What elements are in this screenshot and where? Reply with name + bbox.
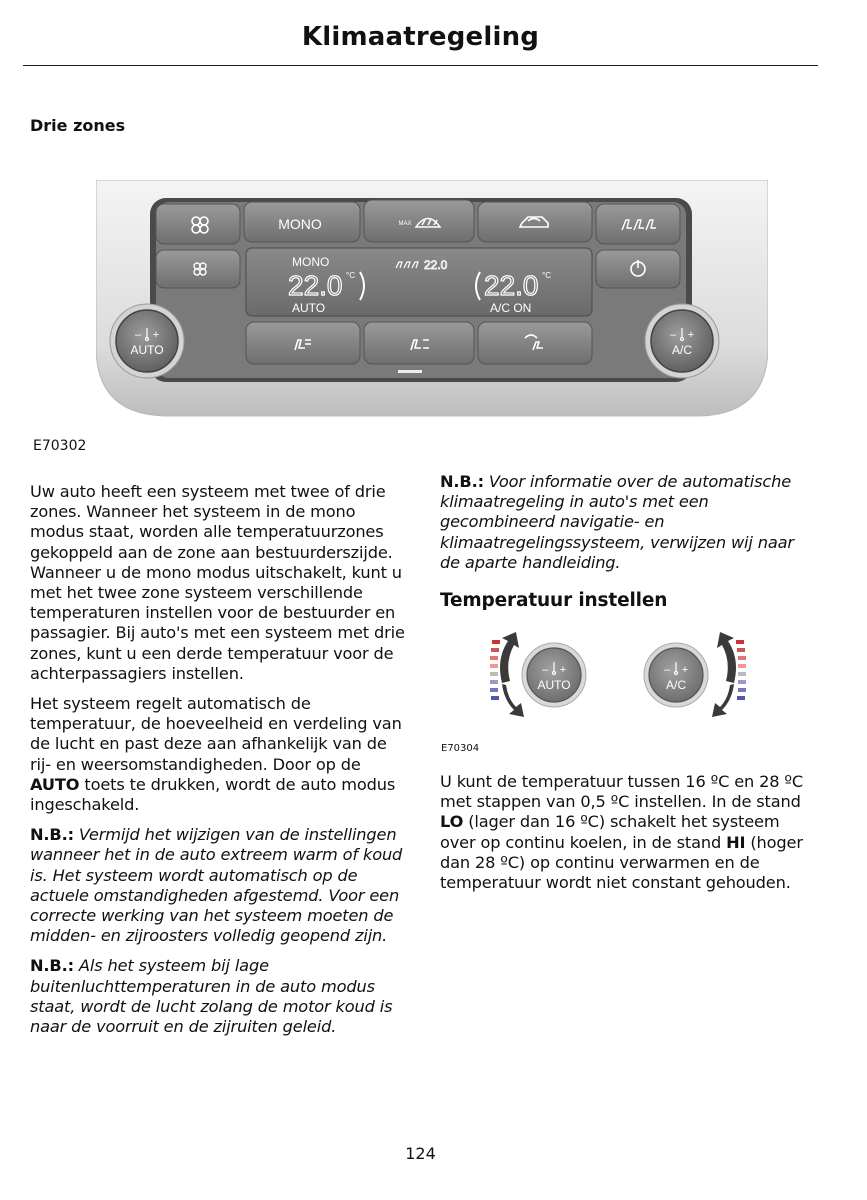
power-button <box>596 250 680 288</box>
max-defrost-button <box>364 200 474 242</box>
auto-keyword: AUTO <box>30 774 80 794</box>
right-knob-label: A/C <box>671 343 693 357</box>
auto-mode-paragraph: Het systeem regelt automatisch de temperatuur, de hoeveelheid en verdeling van de lucht en past deze aan afhankelijk van de rij- en weersomstandigheden. Door op de AUTO toets te drukken, wordt de auto modus ingeschakeld. <box>30 694 402 815</box>
page-number: 124 <box>405 1144 436 1163</box>
recirculation-button <box>478 202 592 242</box>
figure-code-e70304: E70304 <box>441 743 480 754</box>
right-column <box>440 472 818 623</box>
note-label: N.B.: <box>30 956 74 976</box>
left-knob-minus: – <box>134 329 142 341</box>
hi-keyword: HI <box>726 832 746 852</box>
fig2-right-knob-label: A/C <box>665 678 687 692</box>
right-knob-minus: – <box>669 329 677 341</box>
face-vent-button <box>246 322 360 364</box>
fig2-right-knob-minus: – <box>663 664 671 676</box>
right-scale-marks <box>736 640 746 700</box>
intro-paragraph: Uw auto heeft een systeem met twee of drie zones. Wanneer het systeem in de mono modus staat, worden alle temperatuurzones gekoppeld aan de zone aan bestuurderszijde. Wanneer u de mono modus uitschakelt, kunt u met het twee zone systeem verschillende temperaturen instellen voor de bestuurder en passagier. Bij auto's met een systeem met drie zones, kunt u een derde temperatuur voor de achterpassagiers instellen. <box>30 482 405 683</box>
display-temp-right: 22.0 <box>484 270 539 301</box>
lo-keyword: LO <box>440 812 464 832</box>
fig2-right-knob-plus: + <box>681 664 689 676</box>
left-knob-plus: + <box>152 329 160 341</box>
title-rule <box>23 65 818 66</box>
temperature-knobs-figure <box>478 622 758 728</box>
figure-code-e70302: E70302 <box>33 438 87 454</box>
note-extreme-temperature: N.B.: Vermijd het wijzigen van de instellingen wanneer het in de auto extreem warm of koud is. Het systeem wordt automatisch op de actuele omstandigheden afgestemd. Voor een correcte werking van het systeem moeten de midden- en zijroosters volledig geopend zijn. <box>30 825 403 946</box>
right-rotation-arrows <box>712 632 736 717</box>
mono-button-label: MONO <box>278 216 322 232</box>
left-knob-label: AUTO <box>130 343 164 357</box>
page-title: Klimaatregeling <box>301 22 540 52</box>
display-temp-left: 22.0 <box>288 270 343 301</box>
note-navigation-system: N.B.: Voor informatie over de automatische klimaatregeling in auto's met een gecombineerd navigatie- en klimaatregelingssysteem, verwijzen wij naar de aparte handleiding. <box>440 472 794 572</box>
temperature-setting-heading: Temperatuur instellen <box>440 590 668 612</box>
panel-indicator-line <box>398 370 422 373</box>
right-knob-plus: + <box>687 329 695 341</box>
max-label: MAX <box>398 221 412 227</box>
display-unit-right: °C <box>542 271 551 280</box>
display-unit-left: °C <box>346 271 355 280</box>
temperature-range-paragraph: U kunt de temperatuur tussen 16 ºC en 28 ºC met stappen van 0,5 ºC instellen. In de stand LO (lager dan 16 ºC) schakelt het systeem over op continu koelen, in de stand HI (hoger dan 28 ºC) op continu verwarmen en de temperatuur wordt niet constant gehouden. <box>440 772 804 893</box>
fig2-left-knob-minus: – <box>541 664 549 676</box>
left-column <box>30 482 410 1047</box>
climate-control-panel-figure <box>96 180 768 420</box>
note-label: N.B.: <box>30 825 74 845</box>
note-label: N.B.: <box>440 472 484 491</box>
display-ac-on-label: A/C ON <box>490 301 532 315</box>
display-auto-label: AUTO <box>292 301 326 315</box>
note-low-outside-temperature: N.B.: Als het systeem bij lage buitenluchttemperaturen in de auto modus staat, wordt de lucht zolang de motor koud is naar de voorruit en de zijruiten geleid. <box>30 956 393 1037</box>
section-heading: Drie zones <box>30 116 126 135</box>
left-rotation-arrows <box>500 632 524 717</box>
left-scale-marks <box>490 640 500 700</box>
face-feet-vent-button <box>364 322 474 364</box>
fig2-left-knob-label: AUTO <box>537 678 571 692</box>
display-temp-center: 22.0 <box>424 258 448 272</box>
display-mono-label: MONO <box>292 255 330 269</box>
air-distribution-button <box>596 204 680 244</box>
fig2-left-knob-plus: + <box>559 664 567 676</box>
